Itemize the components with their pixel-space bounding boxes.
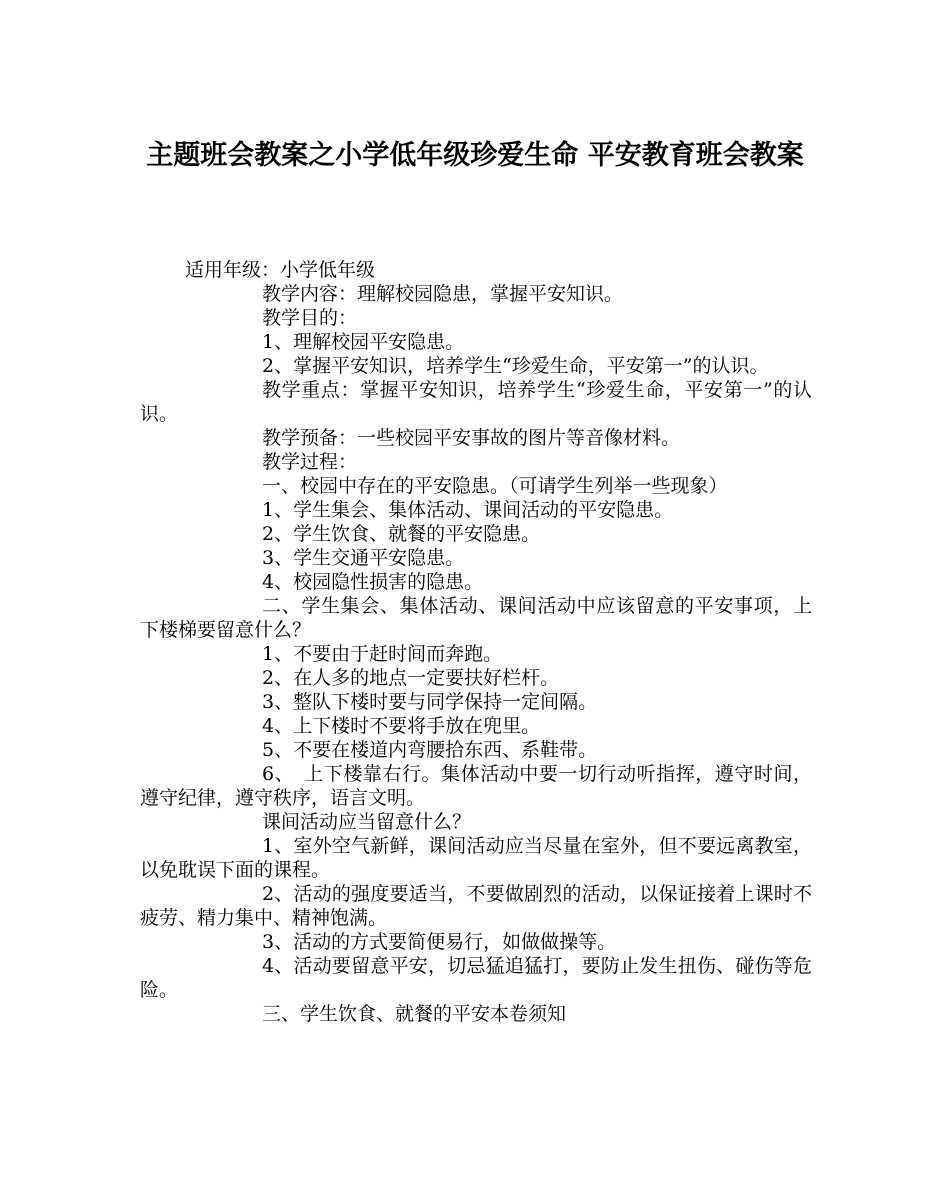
document-title: 主题班会教案之小学低年级珍爱生命 平安教育班会教案 <box>146 140 804 171</box>
paragraph: 4、活动要留意平安，切忌猛追猛打，要防止发生扭伤、碰伤等危险。 <box>140 955 812 1001</box>
paragraph: 课间活动应当留意什么？ <box>262 811 472 833</box>
paragraph: 2、学生饮食、就餐的平安隐患。 <box>262 523 541 545</box>
document-body <box>140 258 812 1026</box>
paragraph: 4、上下楼时不要将手放在兜里。 <box>262 715 541 737</box>
paragraph: 教学重点：掌握平安知识，培养学生“珍爱生命，平安第一”的认识。 <box>140 379 812 425</box>
paragraph: 三、学生饮食、就餐的平安本卷须知 <box>262 1003 567 1025</box>
paragraph: 1、学生集会、集体活动、课间活动的平安隐患。 <box>262 499 674 521</box>
paragraph: 一、校园中存在的平安隐患。（可请学生列举一些现象） <box>262 475 728 497</box>
paragraph: 1、理解校园平安隐患。 <box>262 331 465 353</box>
paragraph: 2、在人多的地点一定要扶好栏杆。 <box>262 667 560 689</box>
paragraph: 5、不要在楼道内弯腰拾东西、系鞋带。 <box>262 739 598 761</box>
paragraph: 教学过程： <box>262 451 358 473</box>
paragraph: 教学预备：一些校园平安事故的图片等音像材料。 <box>262 427 681 449</box>
paragraph: 二、学生集会、集体活动、课间活动中应该留意的平安事项，上下楼梯要留意什么？ <box>140 595 812 641</box>
paragraph: 6、 上下楼靠右行。集体活动中要一切行动听指挥，遵守时间，遵守纪律，遵守秩序，语言文明。 <box>140 763 812 809</box>
paragraph: 3、学生交通平安隐患。 <box>262 547 465 569</box>
paragraph: 2、活动的强度要适当，不要做剧烈的活动，以保证接着上课时不疲劳、精力集中、精神饱满。 <box>140 883 812 929</box>
paragraph: 3、活动的方式要简便易行，如做做操等。 <box>262 931 617 953</box>
paragraph: 1、不要由于赶时间而奔跑。 <box>262 643 503 665</box>
paragraph: 教学内容：理解校园隐患，掌握平安知识。 <box>262 283 624 305</box>
paragraph: 教学目的： <box>262 307 358 329</box>
paragraph: 3、整队下楼时要与同学保持一定间隔。 <box>262 691 598 713</box>
paragraph: 4、校园隐性损害的隐患。 <box>262 571 484 593</box>
paragraph: 1、室外空气新鲜，课间活动应当尽量在室外，但不要远离教室，以免耽误下面的课程。 <box>140 835 812 881</box>
paragraph: 适用年级：小学低年级 <box>185 259 376 281</box>
paragraph: 2、掌握平安知识，培养学生“珍爱生命，平安第一”的认识。 <box>262 355 769 377</box>
